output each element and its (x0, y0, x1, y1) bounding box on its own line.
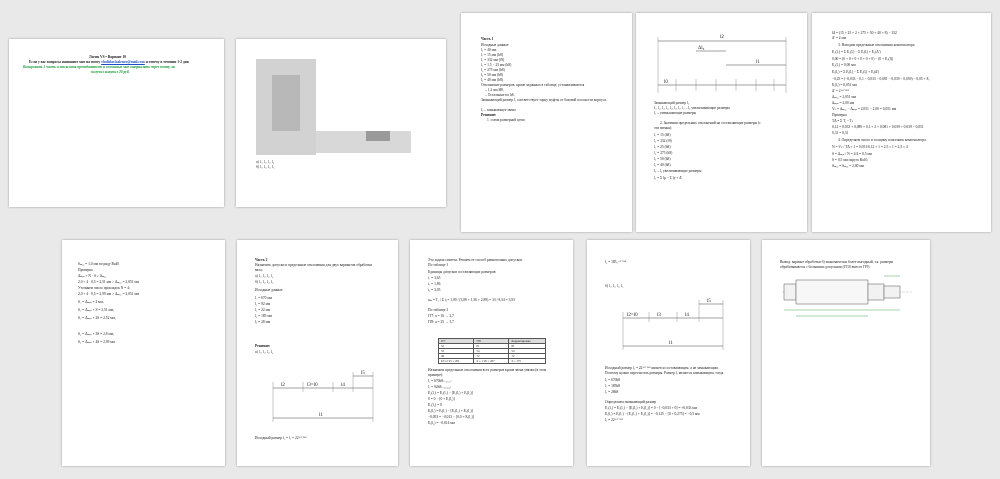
page-3-line: l₀ – замыкающее звено (481, 108, 516, 112)
dim-label-l2: l2 (281, 383, 285, 388)
dim-label-l0: l0 (664, 80, 668, 85)
page-7-line: Назначить допуски и предельные отклонения для двух вариантов обработки (255, 263, 372, 267)
page-3-line: – Остальные по h8. (485, 93, 515, 97)
page-3-line: l₁ = 15 мм (h8) (481, 53, 504, 57)
page-3-line: Отклонение размеров, кроме заданных в таблице, устанавливаются (481, 83, 585, 87)
page-4-line: l₂ – уменьшающие размеры (654, 111, 697, 115)
page-4-line: l₀ = Σ lр − Σ lу + Δ' (654, 176, 683, 180)
page-8-line: l₂ = 92h8₍₋₀,₀₅₄₎ (428, 385, 451, 389)
page-1-title: Логин VS • Вариант 10 (89, 55, 127, 59)
page-1-note-1: Копировать 1 часть и отсылать преподавателю и сплошные мне отправлять через почту, он (23, 65, 176, 69)
page-8-line: l₁ = 670h8₍₋₀,₁₂₎ (428, 379, 452, 383)
page-5-line: Eᵢ(l₀) = 0,051 мм (832, 83, 857, 87)
page-4-line: l₁ = 15 (h8) (654, 133, 671, 137)
page-10-conclusion-2: обрабатываются с большими допусками (IT10 вместо IT9) (780, 265, 870, 269)
table-cell: Σ = 1·20 = 207 (474, 359, 509, 364)
table-cell: ΣT=2·25 = 201 (439, 359, 474, 364)
page-4 (636, 13, 807, 232)
page-5-line: Δₘₐₓ = 2,051 мм (832, 95, 856, 99)
page-8-line: i₂ = 1,86 (428, 282, 441, 286)
dimension-chain-diagram-2 (237, 240, 398, 466)
table-cell: 52 (439, 344, 474, 349)
page-9-line: Исходный размер l₀ = 22⁺⁰˙¹⁴³ является составляющим, а не замыкающим. (605, 366, 719, 370)
page-6-line: S₁ = Δₘᵢₙ = 2 мм, (78, 300, 104, 304)
dimension-chain-diagram-1 (636, 13, 807, 93)
dim-label-l4: l4 (341, 383, 345, 388)
page-5 (812, 13, 991, 232)
page-6-line: 2,0 + 4 · 0,5 = 2,99 мм > Δₘₐₓ = 2,051 мм (78, 292, 139, 296)
page-8-line: примере): (428, 373, 444, 377)
page-5-line: Проверка (832, 113, 847, 117)
shaft-drawing (762, 240, 930, 466)
page-8-line: Это задача синтеза. Решаем ее способ равноточных допусков. (428, 258, 523, 262)
page-9-line: l₃ = 28h8 (605, 390, 619, 394)
page-8-line: Eᵢ(l₄) = −0,014 мм (428, 421, 455, 425)
dim-label-l2: l2 (720, 35, 724, 40)
part-drawing-image (316, 131, 411, 153)
page-9-line: l₁ = 185h8 (605, 384, 621, 388)
page-7-solution: Решение: (255, 344, 271, 348)
page-8 (410, 240, 573, 466)
page-10-conclusion-1: Вывод: вариант обработки б) экономически более выгодный, т.к. размеры (780, 260, 894, 264)
page-7-heading: Часть 2 (255, 258, 268, 262)
page-5-line: E₀(l₀) = 0,00 мм (832, 63, 856, 67)
page-5-line: −0,25 = (−0,033 − 0,1 − 0,033 − 0,081 − 0,039 − 0,039) − 0,05 + Eᵢ (832, 77, 930, 81)
page-9 (587, 240, 750, 466)
page-3-line: Замыкающий размер l₀ соответствует торцу муфты от базовой плоскости корпуса. (481, 98, 607, 102)
table-header-cell: Корректировка (509, 339, 546, 344)
page-8-line: E₀(l₄) = 0 (428, 403, 442, 407)
page-5-line: Sₘₐₓ = Sₘₐₓ = 2,00 мм (832, 164, 864, 168)
page-5-line: 4. Определяем число и толщину пластинок компенсатора (838, 138, 926, 142)
page-5-line: S = 0,5 мм округл Ra10, (832, 158, 869, 162)
table-header-cell: IT7 (439, 339, 474, 344)
page-4-line: l₂ = 332 (f9) (654, 139, 672, 143)
page-5-line: E₀(l₀) = Σ E₀(lᵢ) − Σ Eᵢ(lᵢ) + E₀(Δ') (832, 50, 881, 54)
page-6-line: Проверка (78, 268, 93, 272)
page-10 (762, 240, 930, 466)
page-7-footer: Исходный размер l₀ = l₃ = 22⁺⁰˙¹⁴³ (255, 436, 307, 440)
page-8-line: 0 = 0 − [0 + Eᵢ(l₄)] (428, 397, 455, 401)
page-3-line: l₆ = 40 мм (h8) (481, 78, 504, 82)
page-5-line: Δₘᵢₙ = 2,00 мм (832, 101, 855, 105)
page-8-line: Единицы допусков составляющих размеров: (428, 270, 497, 274)
page-9-line: l₀ = 22⁺⁰˙⁰³³ (605, 418, 623, 422)
page-3 (461, 13, 632, 232)
page-8-line: i₁ = 3,65 (428, 276, 441, 280)
dim-label-l3: l3=l0 (307, 383, 318, 388)
page-2-caption-a: а) l₁, l₂, l₃, l₄ (256, 160, 275, 164)
page-5-line: 0,31 = 0,31 (832, 131, 849, 135)
page-8-line: −0,053 = −0,013 − [0,0 + Eᵢ(l₄)] (428, 415, 475, 419)
dim-label-l4: l4 (685, 313, 689, 318)
page-4-line: l₁, l₂, l₃, l₄, l₅, l₆, l₇, l₈ – l₈ увеличивающие размеры (654, 106, 730, 110)
page-8-line: E₀(l₃) = E₀(l₁) − [Eᵢ(l₂) + Eᵢ(l₄)] (428, 391, 473, 395)
page-3-line: l₀ = 40 мм. (481, 48, 498, 52)
dim-label-l1: l1 (319, 413, 323, 418)
page-3-line: l₄ = 275 мм (h8) (481, 68, 505, 72)
dim-label-l2: l2=l0 (627, 313, 638, 318)
page-6 (62, 240, 225, 466)
page-3-heading: Часть 1 (481, 37, 494, 41)
table-cell: 54 (474, 349, 509, 354)
table-cell: 81 (509, 344, 546, 349)
page-9-line: Поэтому нужно пересчитать размеры. Размер l₀ является замыкающим, тогда (605, 371, 724, 375)
page-7-line: а) l₁, l₂, l₃, l₄ (255, 274, 274, 278)
page-1-line-1: Если у вас вопросы напишите мне на почту vladislav.kalenov@mail.com и отвечу в течении 1-2 дня (29, 60, 189, 64)
page-6-line: Уточняем число прокладок N = 4; (78, 286, 130, 290)
table-cell: 54 (509, 349, 546, 354)
page-3-line: l₃ = 1,5 − 25 мм (h8) (481, 63, 512, 67)
tolerance-table (438, 338, 546, 364)
page-7-line: l₂ = 92 мм (255, 302, 271, 306)
page-7-line: l₅ = 28 мм (255, 320, 271, 324)
page-7-line: l₃ = 22 мм (255, 308, 271, 312)
part-drawing-detail (366, 131, 390, 141)
dim-label-l5: l5 (707, 299, 711, 304)
page-6-line: Sₘₐₓ = 1,0 мм по ряду Ra40 (78, 262, 120, 266)
page-7-line: l₄ = 185 мм (255, 314, 272, 318)
page-3-line: l₂ = 332 мм (f9) (481, 58, 505, 62)
page-8-line: По таблице 1 (428, 263, 449, 267)
page-4-line: эти звенья): (654, 126, 673, 130)
dim-label-delta: Δl₆ (698, 46, 705, 51)
page-4-line: l₄ = 275 (h8) (654, 151, 673, 155)
page-2 (236, 39, 446, 207)
page-4-line: l₆ = 40 (h8) (654, 163, 671, 167)
page-6-line: S₂ = Δₘᵢₙ + S = 2,51 мм, (78, 308, 114, 312)
page-3-solution: Решение: (481, 113, 497, 117)
page-8-line: По таблице 3 (428, 308, 449, 312)
page-1-note-2: получил выкупил 20 руб. (91, 70, 130, 74)
page-7-line: Исходные данные (255, 288, 283, 292)
page-5-line: Δ' = 2⁺⁰˙⁰⁵¹ (832, 89, 849, 93)
page-5-line: Δ' = 2 мм (832, 36, 847, 40)
page-5-line: N = Vₖ / TΔ + 1 = 0,051/0,12 + 1 = 2,5 ≈ 1 = 2,5 ≈ 4 (832, 145, 908, 149)
page-5-line: 0,00 = (0 + 0 + 0 + 0 + 0 + 0) − (0 + E₀(l)) (832, 57, 894, 61)
page-3-line: l₅ = 50 мм (h8) (481, 73, 504, 77)
page-6-line: Δₘᵢₙ + N · S ≥ Δₘₐₓ (78, 274, 107, 278)
page-4-line: l₅ = 50 (h8) (654, 157, 671, 161)
table-cell: 46 (439, 354, 474, 359)
page-8-line: IT7: a = 16 → 2,7 (428, 314, 454, 318)
page-6-line: S₃ = Δₘᵢₙ + 2S = 2,52 мм, (78, 316, 116, 320)
dim-label-l1: l1 (756, 60, 760, 65)
page-4-line: l₃ = 25 (h8) (654, 145, 671, 149)
page-5-line: Eᵢ(l₀) = Σ Eᵢ(lᵢ) − Σ E₀(lᵢ) + Eᵢ(Δ') (832, 70, 880, 74)
page-4-line: l₀ – l₈ увеличивающие размеры (654, 169, 702, 173)
page-2-caption-b: б) l₁, l₂, l₃, l₅ (256, 165, 275, 169)
table-cell: 35 (439, 349, 474, 354)
page-6-line: S₄ = Δₘᵢₙ + 3S = 2,8 мм, (78, 332, 114, 336)
dimension-chain-diagram-3 (587, 240, 750, 466)
page-8-line: i₄ = 3,05 (428, 288, 441, 292)
page-9-variant: б) l₁, l₂, l₃, l₅ (605, 284, 624, 288)
table-row (439, 359, 546, 364)
table-cell: 81 (474, 344, 509, 349)
table-header-cell: IT8 (474, 339, 509, 344)
table-cell: Σ = 175 (509, 359, 546, 364)
page-3-step: 1. схема размерной цепи (487, 118, 525, 122)
page-9-line: Eᵢ(l₃) = Eᵢ(l₁) − [E₀(l₂) + E₀(l₄)] = −0,125 − [0 + 0,275] = −0,5 мм (605, 412, 700, 416)
page-5-line: Vₖ = Δₘₐₓ − Δₘᵢₙ = 2,051 − 2,00 = 0,051 мм (832, 107, 897, 111)
page-5-line: TΔ = Σ Tᵢ − Tₖ (832, 119, 854, 123)
page-1 (9, 39, 224, 207)
email-link[interactable]: vladislav.kalenov@mail.com (101, 60, 145, 64)
page-9-line: Определяем замыкающий размер (605, 400, 657, 404)
page-5-line: 0,12 = 0,033 + 0,089 + 0,1 + 2 + 0,081 + 0,039 + 0,039 − 0,051 (832, 125, 924, 129)
page-6-line: 2,0 + 4 · 0,5 = 2,51 мм > Δₘₐₓ = 2,051 мм (78, 280, 139, 284)
page-8-line: Назначаем предельные отклонения всех размеров кроме звена увязки (в этом (428, 368, 547, 372)
page-3-line: – 1,2 мм H8, (485, 88, 504, 92)
page-8-line: aₘ = T₀ / Σ iⱼ = 1,09 / (3,89 + 1,56 + 2,89) = 33 / 8,34 = 3,93 (428, 298, 515, 302)
page-9-line: E₀(l₃) = E₀(l₁) − [Eᵢ(l₂) + Eᵢ(l₄)] = 0 − [−0,033 + 0] = +0,033 мм (605, 406, 697, 410)
page-7-line: вала: (255, 268, 263, 272)
page-7-line: б) l₁, l₂, l₃, l₅ (255, 280, 274, 284)
page-7-variant: а) l₁, l₂, l₃, l₄ (255, 350, 274, 354)
page-7 (237, 240, 398, 466)
page-5-line: 3. Находим предельные отклонения компенсатора (838, 43, 915, 47)
page-9-line: l₀ = 670h8 (605, 378, 621, 382)
page-6-line: S₅ = Δₘᵢₙ + 4S = 2,99 мм. (78, 340, 116, 344)
page-3-line: Исходные данные (481, 43, 509, 47)
page-7-line: l₁ = 670 мм (255, 296, 272, 300)
page-8-line: IT8: a = 25 → 3,7 (428, 320, 454, 324)
dim-label-l5: l5 (361, 371, 365, 376)
page-5-line: S = Δₘᵢₙ / N = 2/4 = 0,5 мм (832, 152, 872, 156)
page-4-line: Замыкающий размер l₀ (654, 101, 690, 105)
page-5-line: lΔ = (15 + 25 + 2 + 275 + 50 + 40 + 8) − 332 (832, 31, 897, 35)
dim-label-l1: l1 (669, 341, 673, 346)
dim-label-l3: l3 (657, 313, 661, 318)
page-8-line: Eᵢ(l₃) = Eᵢ(l₁) − [E₀(l₂) + E₀(l₄)] (428, 409, 473, 413)
table-cell: 72 (509, 354, 546, 359)
assembly-drawing-detail (272, 75, 300, 131)
page-4-line: 2. Значения предельных отклонений на составляющие размеры (с (660, 121, 761, 125)
table-cell: 72 (474, 354, 509, 359)
page-9-top: l₄ = 185₀⁻⁰˙⁰¹⁴ (605, 260, 627, 264)
